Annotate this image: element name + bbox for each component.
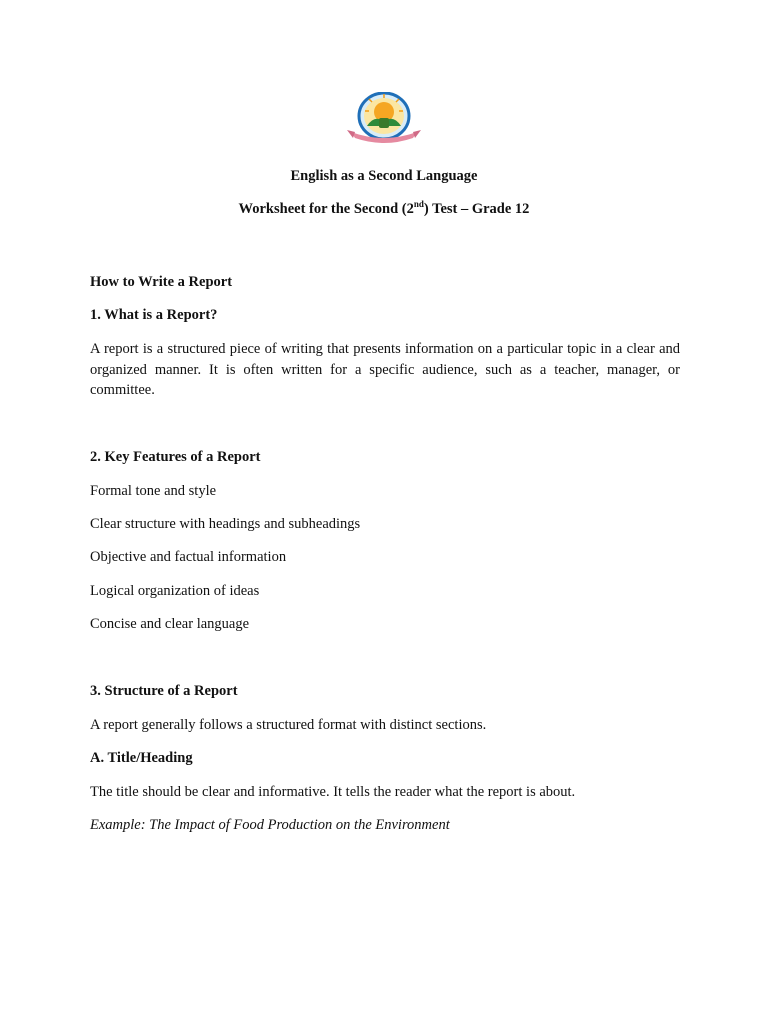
title-description: The title should be clear and informative. It tells the reader what the report is about. bbox=[90, 784, 576, 800]
feature-item: Clear structure with headings and subheadings bbox=[90, 516, 361, 532]
main-heading: How to Write a Report bbox=[90, 274, 233, 290]
section-1-paragraph: A report is a structured piece of writing that presents information on a particular topic in a clear and organized manner. It is often written for a specific audience, such as a teacher, manager, or committee. bbox=[90, 341, 680, 398]
worksheet-title-prefix: Worksheet for the Second (2 bbox=[238, 201, 414, 217]
document-subject-title: English as a Second Language bbox=[290, 168, 478, 184]
worksheet-title bbox=[0, 200, 768, 218]
school-emblem-logo bbox=[345, 92, 423, 146]
feature-item: Concise and clear language bbox=[90, 616, 250, 632]
section-2-heading: 2. Key Features of a Report bbox=[90, 449, 261, 465]
feature-item: Formal tone and style bbox=[90, 483, 217, 499]
subheading-title-heading: A. Title/Heading bbox=[90, 750, 193, 766]
section-3-heading: 3. Structure of a Report bbox=[90, 683, 238, 699]
worksheet-title-suffix: ) Test – Grade 12 bbox=[423, 201, 530, 217]
feature-item: Logical organization of ideas bbox=[90, 583, 260, 599]
title-example: Example: The Impact of Food Production on the Environment bbox=[90, 817, 450, 833]
section-3-intro: A report generally follows a structured format with distinct sections. bbox=[90, 717, 487, 733]
feature-item: Objective and factual information bbox=[90, 549, 287, 565]
worksheet-title-superscript: nd bbox=[413, 199, 424, 210]
section-1-heading: 1. What is a Report? bbox=[90, 307, 218, 323]
